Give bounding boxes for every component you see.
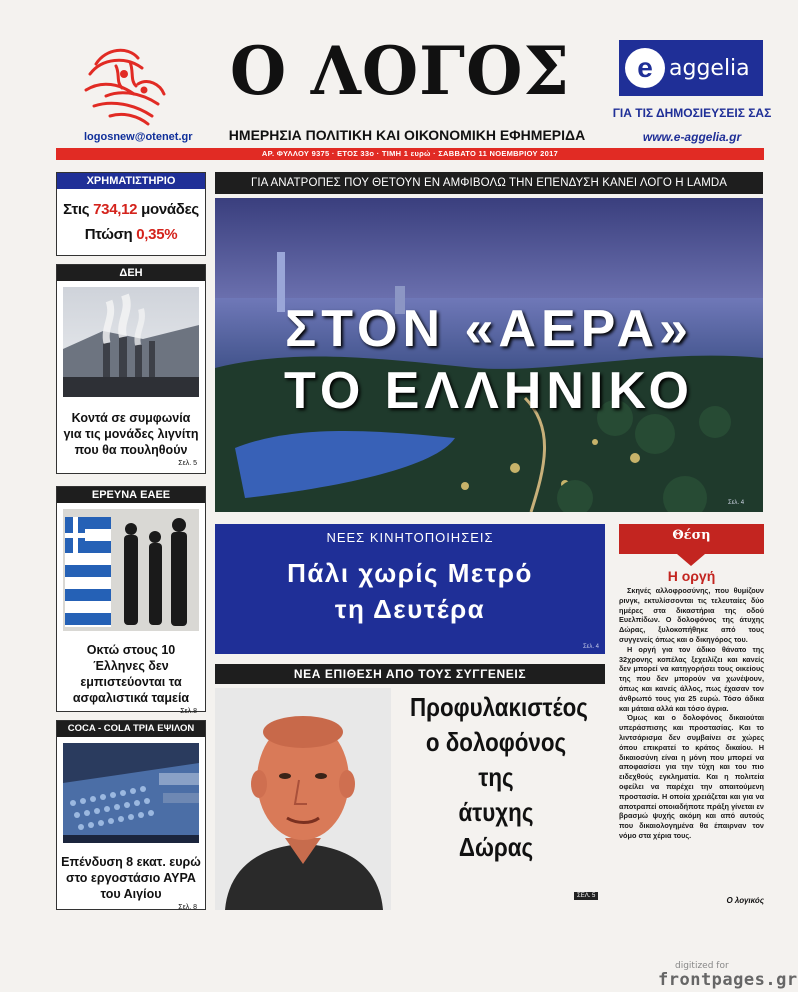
opinion-body: [619, 586, 764, 841]
issue-line: ΑΡ. ΦΥΛΛΟΥ 9375 · ΕΤΟΣ 33ο · ΤΙΜΗ 1 ευρώ · ΣΑΒΒΑΤΟ 11 ΝΟΕΜΒΡΙΟΥ 2017: [261, 149, 559, 158]
deh-text: Κοντά σε συμφωνία για τις μονάδες λιγνίτη που θα πουληθούν: [63, 411, 199, 457]
stock-index-line: [57, 201, 205, 218]
eaggelia-ad-logo[interactable]: [619, 40, 763, 96]
crime-headline-line-2: ο δολοφόνος: [425, 727, 567, 757]
opinion-title[interactable]: Η οργή: [667, 568, 716, 584]
opinion-header: Θέση: [619, 524, 764, 554]
crime-headline-line-4: άτυχης: [458, 797, 534, 827]
opinion-signature: Ο λογικός: [726, 896, 764, 905]
coca-cola-story-box[interactable]: [56, 720, 206, 910]
stock-change-value: 0,35%: [136, 226, 178, 243]
crime-headline-line-1: Προφυλακιστέος: [410, 692, 588, 722]
crime-headline-line-3: της: [478, 762, 514, 792]
survey-header: ΕΡΕΥΝΑ ΕΑΕΕ: [57, 487, 205, 503]
opinion-paragraph: Η οργή για τον άδικο θάνατο της 32χρονης κοπέλας ξεχειλίζει και κανείς δεν μπορεί να κατηγορήσει τους οικείους της που δεν μπορούν να χωνέψουν, όπως και κανείς άλλος, πως έχασαν τον άνθρωπό τους για 25 ευρώ. Τόσο άδικα και μάταια αλλά και τόσο άγρια.: [619, 644, 764, 713]
crime-headline[interactable]: [410, 690, 588, 865]
crime-page-ref: ΣΕΛ. 5: [574, 892, 598, 900]
masthead-email[interactable]: logosnew@otenet.gr: [84, 131, 193, 143]
lead-headline-line-1: ΣΤΟΝ «ΑΕΡΑ»: [285, 300, 693, 358]
stock-change-pre: Πτώση: [84, 226, 137, 243]
watermark-small: digitized for: [675, 961, 729, 971]
lead-kicker-bar: ΓΙΑ ΑΝΑΤΡΟΠΕΣ ΠΟΥ ΘΕΤΟΥΝ ΕΝ ΑΜΦΙΒΟΛΩ ΤΗΝ ΕΠΕΝΔΥΣΗ ΚΑΝΕΙ ΛΟΓΟ Η LAMDA: [215, 172, 763, 194]
stock-change-line: [57, 226, 205, 243]
deh-story-box[interactable]: [56, 264, 206, 474]
stock-index-post: μονάδες: [137, 201, 199, 218]
metro-headline-line-2: τη Δευτέρα: [334, 594, 486, 624]
stock-index-pre: Στις: [63, 201, 94, 218]
eaggelia-word: aggelia: [669, 55, 750, 81]
coca-cola-header: COCA - COLA ΤΡΙΑ ΕΨΙΛΟΝ: [57, 721, 205, 737]
metro-story-box[interactable]: [215, 524, 605, 654]
masthead-subtitle: ΗΜΕΡΗΣΙΑ ΠΟΛΙΤΙΚΗ ΚΑΙ ΟΙΚΟΝΟΜΙΚΗ ΕΦΗΜΕΡΙΔΑ: [228, 127, 586, 143]
power-plant-photo: [63, 287, 199, 402]
suspect-portrait-photo[interactable]: [215, 688, 391, 910]
lead-headline[interactable]: [215, 298, 763, 422]
masthead-title: Ο ΛΟΓΟΣ: [229, 32, 571, 110]
survey-story-box[interactable]: [56, 486, 206, 715]
eaggelia-url[interactable]: www.e-aggelia.gr: [642, 130, 742, 144]
coca-cola-text: Επένδυση 8 εκατ. ευρώ στο εργοστάσιο ΑΥΡΑ του Αιγίου: [61, 855, 201, 901]
metro-headline-line-1: Πάλι χωρίς Μετρό: [287, 558, 533, 588]
opinion-paragraph: Σκηνές αλλοφροσύνης, που θυμίζουν ρινγκ, εκτυλίσσονται τις τελευταίες δύο ημέρες στα δικαστήρια της οδού Ευελπίδων. Ο δολοφόνος της άτυχης Δώρας, ξυλοκοπήθηκε από τους συγγενείς όπως και ο δικηγόρος του.: [619, 586, 764, 644]
opinion-paragraph: Όμως και ο δολοφόνος δικαιούται υπεράσπισης και προστασίας. Και το λιντσάρισμα δεν συμβαίνει σε χώρες όπου επικρατεί το κράτος δικαίου. Η δικαιοσύνη είναι η μόνη που μπορεί να αποφασίσει για την τύχη και του πιο ειδεχθούς εγκληματία. Και η πολιτεία οφείλει να παρέχει την απαιτούμενη προστασία. Η οποία χρειάζεται και για να αποτραπεί οποιαδήποτε πράξη γίνεται εν βρασμώ ψυχής ακόμη και από αυτούς που δικαιολογημένα θα έπαιρναν τον νόμο στα χέρια τους.: [619, 713, 764, 840]
survey-text: Οκτώ στους 10 Έλληνες δεν εμπιστεύονται τα ασφαλιστικά ταμεία: [72, 643, 190, 705]
eaggelia-e-icon: e: [625, 48, 665, 88]
crime-kicker-bar: ΝΕΑ ΕΠΙΘΕΣΗ ΑΠΟ ΤΟΥΣ ΣΥΓΓΕΝΕΙΣ: [215, 664, 605, 684]
stock-market-box[interactable]: [56, 172, 206, 256]
metro-headline: [215, 555, 605, 627]
lead-headline-line-2: ΤΟ ΕΛΛΗΝΙΚΟ: [284, 362, 694, 420]
metro-page-ref: Σελ. 4: [582, 644, 599, 650]
stock-market-header: ΧΡΗΜΑΤΙΣΤΗΡΙΟ: [57, 173, 205, 189]
bottling-line-photo: [63, 743, 199, 848]
newspaper-logo-figures: [76, 44, 172, 128]
deh-header: ΔΕΗ: [57, 265, 205, 281]
watermark-site: frontpages.gr: [658, 970, 798, 990]
survey-page-ref: Σελ.8: [180, 708, 197, 715]
greek-flag-people-photo: [63, 509, 199, 636]
crime-headline-line-5: Δώρας: [458, 832, 534, 862]
stock-index-value: 734,12: [93, 201, 138, 218]
eaggelia-tagline: ΓΙΑ ΤΙΣ ΔΗΜΟΣΙΕΥΣΕΙΣ ΣΑΣ: [612, 106, 772, 120]
lead-page-ref: Σελ. 4: [728, 500, 745, 506]
deh-page-ref: Σελ. 5: [178, 460, 197, 467]
metro-kicker: ΝΕΕΣ ΚΙΝΗΤΟΠΟΙΗΣΕΙΣ: [326, 530, 494, 545]
coca-cola-page-ref: Σελ. 8: [178, 904, 197, 911]
